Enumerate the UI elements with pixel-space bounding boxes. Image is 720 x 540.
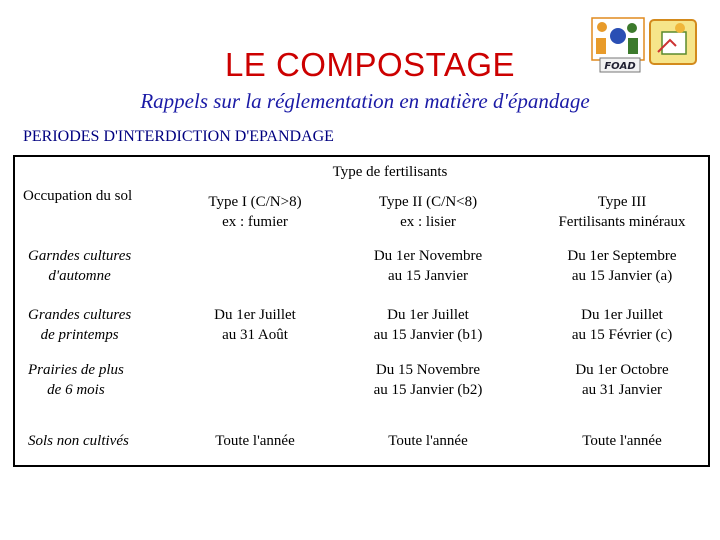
cell-line2: au 31 Août bbox=[222, 327, 288, 343]
table-cell: Toute l'année bbox=[388, 433, 468, 449]
cell-line1: Du 1er Juillet bbox=[581, 307, 663, 323]
slide-subtitle: Rappels sur la réglementation en matière d'épandage bbox=[140, 89, 590, 113]
cell-line1: Du 1er Octobre bbox=[575, 362, 669, 378]
table-cell bbox=[542, 305, 702, 345]
slide-title: LE COMPOSTAGE bbox=[224, 46, 516, 83]
column-header-type-3 bbox=[542, 192, 702, 232]
column-header-line1: Type II (C/N<8) bbox=[378, 194, 478, 210]
column-header-line2: ex : fumier bbox=[222, 214, 288, 230]
table-cell bbox=[192, 305, 318, 345]
cell-line1: Du 1er Juillet bbox=[214, 307, 296, 323]
table-cell bbox=[542, 246, 702, 286]
column-header-type-1 bbox=[192, 192, 318, 232]
column-header-line1: Type I (C/N>8) bbox=[208, 194, 302, 210]
row-label-line1: Grandes cultures bbox=[28, 307, 132, 323]
row-label-line2: d'automne bbox=[48, 268, 111, 284]
table-cell bbox=[350, 305, 506, 345]
cell-line1: Du 1er Juillet bbox=[387, 307, 469, 323]
row-label-uncultivated bbox=[28, 431, 129, 451]
cell-line1: Du 1er Septembre bbox=[567, 248, 677, 264]
column-header-line1: Type III bbox=[597, 194, 647, 210]
cell-line2: au 15 Janvier bbox=[388, 268, 468, 284]
cell-line2: au 15 Février (c) bbox=[571, 327, 673, 343]
cell-line1: Du 15 Novembre bbox=[375, 362, 481, 378]
cell-line2: au 15 Janvier (a) bbox=[571, 268, 673, 284]
row-label-meadows bbox=[28, 360, 124, 400]
row-header: Occupation du sol bbox=[23, 188, 133, 204]
table-cell: Toute l'année bbox=[215, 433, 295, 449]
row-label-line2: de printemps bbox=[40, 327, 119, 343]
column-header-type-2 bbox=[350, 192, 506, 232]
cell-line2: au 15 Janvier (b2) bbox=[373, 382, 483, 398]
cell-line1: Du 1er Novembre bbox=[373, 248, 483, 264]
column-header-line2: ex : lisier bbox=[400, 214, 456, 230]
foad-logo bbox=[588, 14, 700, 76]
row-label-line2: de 6 mois bbox=[47, 382, 105, 398]
row-label-autumn-crops bbox=[28, 246, 131, 286]
table-cell bbox=[350, 246, 506, 286]
row-label-line1: Prairies de plus bbox=[28, 362, 124, 378]
column-header-line2: Fertilisants minéraux bbox=[558, 214, 686, 230]
group-header: Type de fertilisants bbox=[332, 164, 448, 180]
table-cell bbox=[542, 360, 702, 400]
table-cell bbox=[350, 360, 506, 400]
row-label-spring-crops bbox=[28, 305, 131, 345]
foad-logo-text: FOAD bbox=[604, 61, 636, 72]
cell-line2: au 15 Janvier (b1) bbox=[373, 327, 483, 343]
section-heading: PERIODES D'INTERDICTION D'EPANDAGE bbox=[23, 128, 334, 145]
table-cell: Toute l'année bbox=[582, 433, 662, 449]
cell-line2: au 31 Janvier bbox=[582, 382, 662, 398]
row-label-line1: Garndes cultures bbox=[28, 248, 132, 264]
row-label-line1: Sols non cultivés bbox=[28, 433, 129, 449]
